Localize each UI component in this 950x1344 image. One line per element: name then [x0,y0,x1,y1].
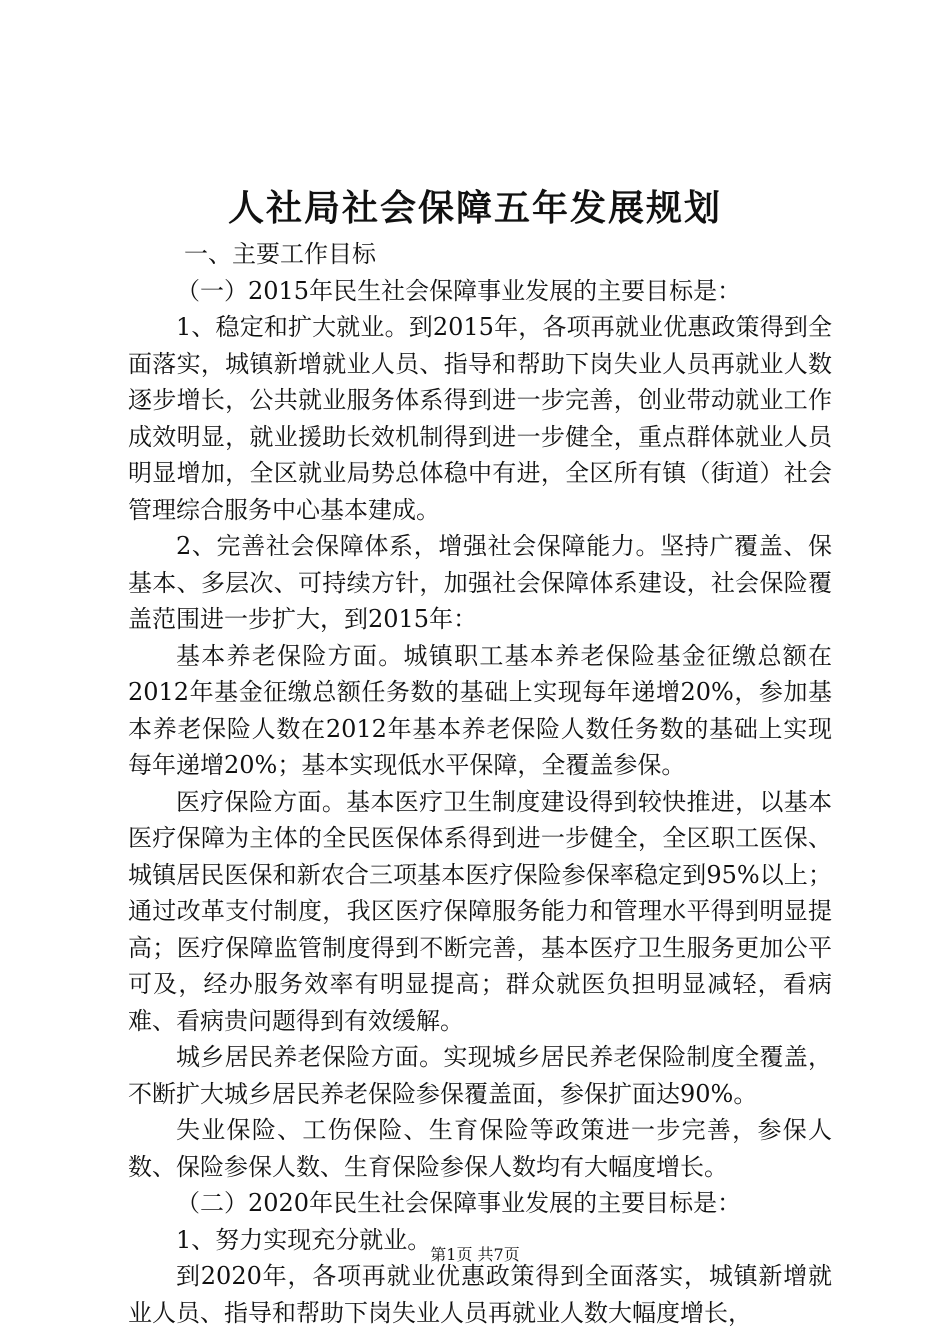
paragraph: 到2020年，各项再就业优惠政策得到全面落实，城镇新增就业人员、指导和帮助下岗失业人员再就业人数大幅度增长， [128,1262,832,1327]
page-footer: 第1页 共7页 [430,1245,520,1264]
paragraph: 失业保险、工伤保险、生育保险等政策进一步完善，参保人数、保险参保人数、生育保险参保人数均有大幅度增长。 [128,1116,832,1181]
paragraph: 城乡居民养老保险方面。实现城乡居民养老保险制度全覆盖，不断扩大城乡居民养老保险参保覆盖面，参保扩面达90%。 [128,1043,832,1108]
subsection-heading: （二）2020年民生社会保障事业发展的主要目标是： [176,1189,742,1217]
paragraph: 1、努力实现充分就业。 [176,1225,432,1254]
document-body [128,236,832,1331]
paragraph: 2、完善社会保障体系，增强社会保障能力。坚持广覆盖、保基本、多层次、可持续方针，加强社会保障体系建设，社会保险覆盖范围进一步扩大，到2015年： [128,532,832,633]
document-title: 人社局社会保障五年发展规划 [227,187,722,229]
subsection-heading: （一）2015年民生社会保障事业发展的主要目标是： [176,276,742,305]
paragraph: 基本养老保险方面。城镇职工基本养老保险基金征缴总额在2012年基金征缴总额任务数的基础上实现每年递增20%，参加基本养老保险人数在2012年基本养老保险人数任务数的基础上实现每年递增20%；基本实现低水平保障，全覆盖参保。 [128,641,832,779]
paragraph: 1、稳定和扩大就业。到2015年，各项再就业优惠政策得到全面落实，城镇新增就业人员、指导和帮助下岗失业人员再就业人数逐步增长，公共就业服务体系得到进一步完善，创业带动就业工作成效明显，就业援助长效机制得到进一步健全，重点群体就业人员明显增加，全区就业局势总体稳中有进，全区所有镇（街道）社会管理综合服务中心基本建成。 [128,313,832,524]
section-heading: 一、主要工作目标 [184,240,376,268]
paragraph: 医疗保险方面。基本医疗卫生制度建设得到较快推进，以基本医疗保障为主体的全民医保体系得到进一步健全，全区职工医保、城镇居民医保和新农合三项基本医疗保险参保率稳定到95%以上；通过改革支付制度，我区医疗保障服务能力和管理水平得到明显提高；医疗保障监管制度得到不断完善，基本医疗卫生服务更加公平可及，经办服务效率有明显提高；群众就医负担明显减轻，看病难、看病贵问题得到有效缓解。 [128,787,832,1035]
